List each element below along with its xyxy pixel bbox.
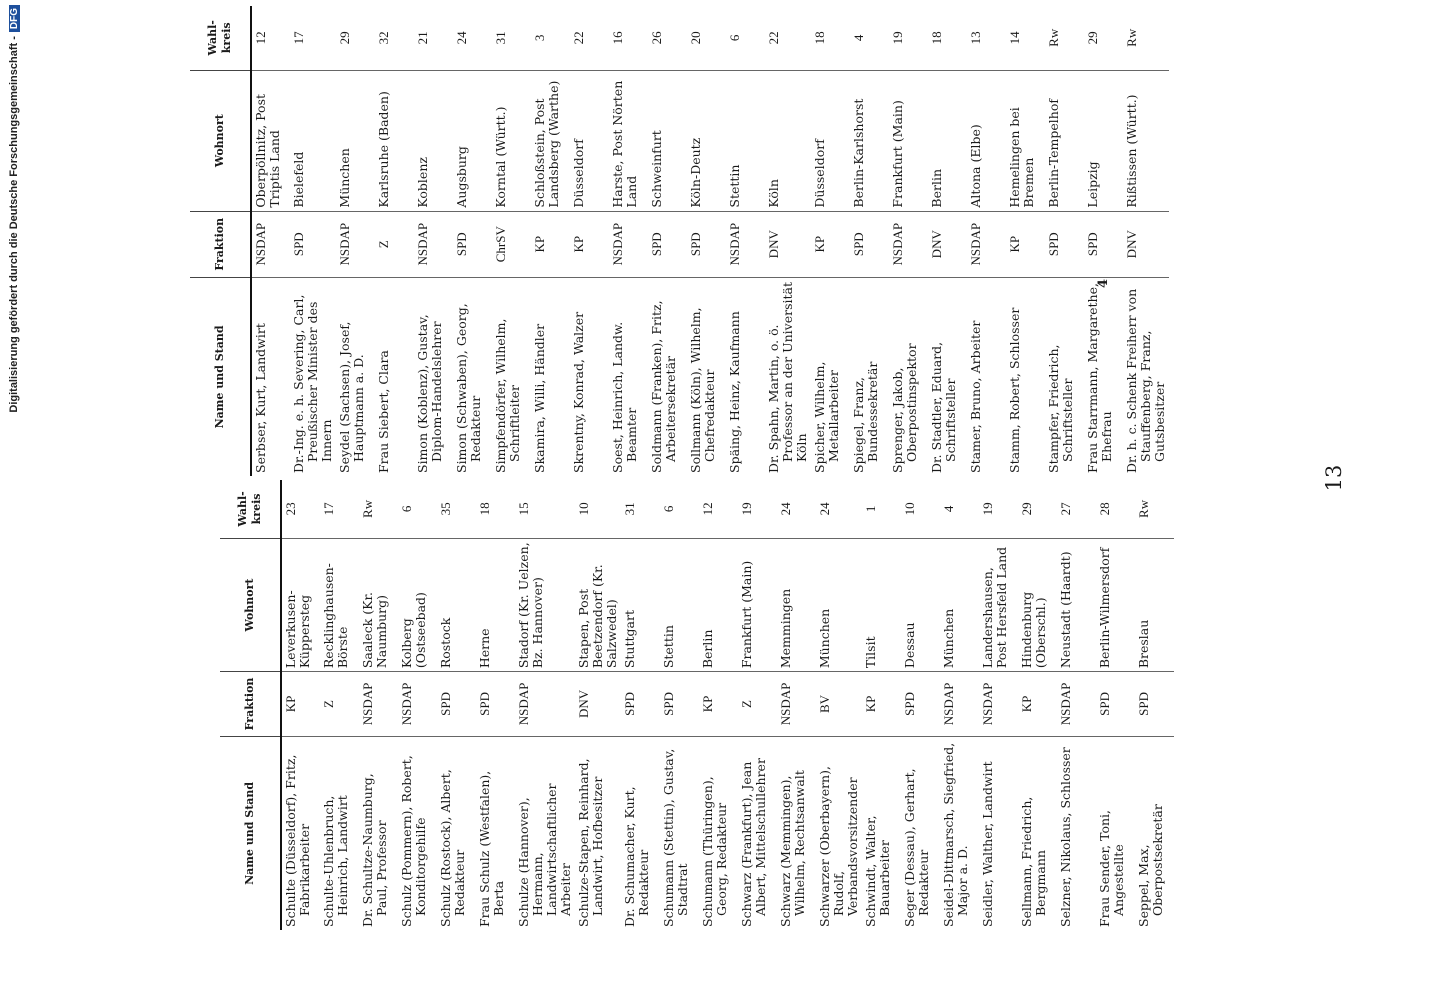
member-name: Stampfer, Friedrich, Schriftsteller [1046, 344, 1075, 473]
header-wohnort: Wohnort [220, 538, 281, 671]
table-row [336, 6, 375, 476]
member-name: Soldmann (Franken), Fritz, Arbeitersekretär [649, 300, 678, 473]
member-name: Sellmann, Friedrich, Bergmann [1019, 796, 1048, 927]
member-name: Dr. Schumacher, Kurt, Redakteur [622, 786, 651, 927]
member-fraktion: NSDAP [515, 672, 575, 737]
table-row [414, 6, 453, 476]
member-name: Seger (Dessau), Gerhart, Redakteur [902, 768, 931, 927]
member-name: Schwarz (Frankfurt), Jean Albert, Mittelschullehrer [739, 758, 768, 927]
member-name: Schumann (Stettin), Gustav, Stadtrat [661, 748, 690, 927]
table-row [575, 480, 621, 930]
members-table-right [190, 6, 1169, 476]
member-wohnort: Berlin-Tempelhof [1045, 70, 1084, 211]
member-name: Schulz (Pommern), Robert, Konditorgehilfe [399, 755, 428, 927]
header-name: Name und Stand [190, 277, 251, 476]
member-name: Selzner, Nikolaus, Schlosser [1058, 747, 1073, 927]
member-wohnort: München [816, 538, 862, 671]
member-fraktion: SPD [437, 672, 476, 737]
member-fraktion: KP [811, 211, 850, 277]
member-fraktion: KP [570, 211, 609, 277]
member-name: Schulze-Stapen, Reinhard, Landwirt, Hofbesitzer [576, 758, 605, 927]
table-row [1123, 6, 1169, 476]
member-wohnort: Tilsit [862, 538, 901, 671]
member-wahlkreis: 31 [492, 6, 531, 70]
member-fraktion: Z [320, 672, 359, 737]
member-wahlkreis: 29 [336, 6, 375, 70]
member-wohnort: Breslau [1135, 538, 1174, 671]
member-name: Späing, Heinz, Kaufmann [727, 311, 742, 473]
member-fraktion: SPD [453, 211, 492, 277]
member-wahlkreis: 17 [290, 6, 336, 70]
member-name: Dr. Stadtler, Eduard, Schriftsteller [929, 341, 958, 473]
member-wohnort: Herne [476, 538, 515, 671]
table-row [476, 480, 515, 930]
member-name: Serbser, Kurt, Landwirt [253, 323, 268, 473]
member-name: Sollmann (Köln), Wilhelm, Chefredakteur [688, 307, 717, 473]
member-name: Seydel (Sachsen), Josef, Hauptmann a. D. [337, 321, 366, 473]
member-wahlkreis: 4 [850, 6, 889, 70]
member-wahlkreis: 12 [251, 6, 290, 70]
member-wohnort: Oberpöllnitz, Post Triptis Land [251, 70, 290, 211]
member-wohnort: München [336, 70, 375, 211]
member-fraktion: DNV [575, 672, 621, 737]
member-wahlkreis: 24 [816, 480, 862, 538]
member-name: Soest, Heinrich, Landw. Beamter [610, 321, 639, 473]
table-row [699, 480, 738, 930]
member-fraktion: SPD [1045, 211, 1084, 277]
member-wahlkreis: 27 [1057, 480, 1096, 538]
member-fraktion: NSDAP [251, 211, 290, 277]
member-fraktion: SPD [687, 211, 726, 277]
table-row [453, 6, 492, 476]
table-row [1084, 6, 1123, 476]
table-row [531, 6, 570, 476]
member-wohnort: Hindenburg (Oberschl.) [1018, 538, 1057, 671]
member-name: Schwindt, Walter, Bauarbeiter [863, 815, 892, 927]
member-wahlkreis: 6 [398, 480, 437, 538]
member-fraktion: NSDAP [967, 211, 1006, 277]
member-fraktion: SPD [901, 672, 940, 737]
table-row [1135, 480, 1174, 930]
table-row [816, 480, 862, 930]
member-name: Skamira, Willi, Händler [532, 323, 547, 473]
table-row [687, 6, 726, 476]
table-row [1096, 480, 1135, 930]
member-name: Dr.-Ing. e. h. Severing, Carl, Preußischer Minister des Innern [291, 294, 334, 473]
member-wahlkreis: Rw [1123, 6, 1169, 70]
table-row [811, 6, 850, 476]
member-wohnort: Stapen, Post Beetzendorf (Kr. Salzwedel) [575, 538, 621, 671]
member-fraktion: NSDAP [889, 211, 928, 277]
member-wahlkreis: 20 [687, 6, 726, 70]
member-fraktion: NSDAP [726, 211, 765, 277]
member-wahlkreis: 22 [570, 6, 609, 70]
member-wahlkreis: 21 [414, 6, 453, 70]
member-wahlkreis: 29 [1018, 480, 1057, 538]
member-name: Schumann (Thüringen), Georg, Redakteur [700, 776, 729, 927]
member-fraktion: NSDAP [359, 672, 398, 737]
table-row [940, 480, 979, 930]
member-wohnort: Leipzig [1084, 70, 1123, 211]
table-row [398, 480, 437, 930]
member-wohnort: Berlin [699, 538, 738, 671]
member-wahlkreis: 3 [531, 6, 570, 70]
member-wohnort: Augsburg [453, 70, 492, 211]
member-fraktion: SPD [1135, 672, 1174, 737]
member-fraktion: NSDAP [979, 672, 1018, 737]
table-row [1006, 6, 1045, 476]
member-wohnort: Schloßstein, Post Landsberg (Warthe) [531, 70, 570, 211]
member-wohnort: München [940, 538, 979, 671]
member-name: Seidel-Dittmarsch, Siegfried, Major a. D. [941, 742, 970, 927]
member-wahlkreis: 19 [889, 6, 928, 70]
member-wahlkreis: 18 [476, 480, 515, 538]
table-row [1018, 480, 1057, 930]
member-fraktion: NSDAP [398, 672, 437, 737]
table-row [570, 6, 609, 476]
member-fraktion: DNV [765, 211, 811, 277]
member-wohnort: Harste, Post Nörten Land [609, 70, 648, 211]
member-wohnort: Landershausen, Post Hersfeld Land [979, 538, 1018, 671]
member-name: Spiegel, Franz, Bundessekretär [851, 361, 880, 473]
table-row [967, 6, 1006, 476]
member-wahlkreis: Rw [1135, 480, 1174, 538]
member-name: Seppel, Max, Oberpostsekretär [1136, 804, 1165, 927]
member-wahlkreis: 12 [699, 480, 738, 538]
member-fraktion: NSDAP [940, 672, 979, 737]
signature-mark: 4 [1096, 278, 1111, 288]
table-row [777, 480, 816, 930]
member-wahlkreis: 16 [609, 6, 648, 70]
member-name: Stamer, Bruno, Arbeiter [968, 320, 983, 473]
member-wahlkreis: 4 [940, 480, 979, 538]
member-wahlkreis: 23 [281, 480, 320, 538]
member-name: Simon (Koblenz), Gustav, Diplom-Handelslehrer [415, 314, 444, 473]
member-wohnort: Köln [765, 70, 811, 211]
member-wohnort: Karlsruhe (Baden) [375, 70, 414, 211]
member-name: Frau Starrmann, Margarethe, Ehefrau [1085, 283, 1114, 473]
member-fraktion: DNV [1123, 211, 1169, 277]
member-wohnort: Düsseldorf [570, 70, 609, 211]
member-wohnort: Berlin-Wilmersdorf [1096, 538, 1135, 671]
table-row [281, 480, 320, 930]
member-name: Simon (Schwaben), Georg, Redakteur [454, 303, 483, 473]
member-fraktion: KP [862, 672, 901, 737]
member-wohnort: Köln-Deutz [687, 70, 726, 211]
member-wahlkreis: 15 [515, 480, 575, 538]
member-wahlkreis: 35 [437, 480, 476, 538]
member-name: Schulte (Düsseldorf), Fritz, Fabrikarbeiter [283, 754, 312, 927]
table-row [609, 6, 648, 476]
member-name: Schwarz (Memmingen), Wilhelm, Rechtsanwalt [778, 770, 807, 927]
header-fraktion: Fraktion [220, 672, 281, 737]
table-row [889, 6, 928, 476]
table-row [515, 480, 575, 930]
dfg-credit: Digitalisierung gefördert durch die Deutsche Forschungsgemeinschaft -DFG [8, 5, 20, 505]
member-wahlkreis: 24 [453, 6, 492, 70]
member-wohnort: Saaleck (Kr. Naumburg) [359, 538, 398, 671]
member-wohnort: Berlin [928, 70, 967, 211]
member-wohnort: Frankfurt (Main) [889, 70, 928, 211]
member-wahlkreis: 6 [726, 6, 765, 70]
member-wohnort: Recklinghausen-Börste [320, 538, 359, 671]
table-row [765, 6, 811, 476]
members-table-left [220, 480, 1174, 930]
member-fraktion: NSDAP [777, 672, 816, 737]
table-row [901, 480, 940, 930]
member-fraktion: Z [738, 672, 777, 737]
table-row [850, 6, 889, 476]
member-wahlkreis: 6 [660, 480, 699, 538]
member-fraktion: KP [531, 211, 570, 277]
member-name: Dr. h. c. Schenk Freiherr von Stauffenberg, Franz, Gutsbesitzer [1124, 288, 1167, 473]
table-row [251, 6, 290, 476]
dfg-logo: DFG [9, 5, 20, 32]
member-wahlkreis: 17 [320, 480, 359, 538]
member-wohnort: Korntal (Württ.) [492, 70, 531, 211]
member-wahlkreis: 29 [1084, 6, 1123, 70]
member-name: Sprenger, Jakob, Oberpostinspektor [890, 343, 919, 473]
member-wahlkreis: 32 [375, 6, 414, 70]
member-wohnort: Memmingen [777, 538, 816, 671]
member-wahlkreis: 24 [777, 480, 816, 538]
member-name: Dr. Spahn, Martin, o. ö. Professor an der Universität Köln [766, 282, 809, 473]
table-row [621, 480, 660, 930]
member-fraktion: NSDAP [336, 211, 375, 277]
page-number: 13 [1322, 464, 1346, 492]
member-name: Schulz (Rostock), Albert, Redakteur [438, 769, 467, 927]
member-name: Frau Siebert, Clara [376, 350, 391, 473]
member-wahlkreis: 22 [765, 6, 811, 70]
member-fraktion: NSDAP [414, 211, 453, 277]
member-wahlkreis: 1 [862, 480, 901, 538]
member-name: Schwarzer (Oberbayern), Rudolf, Verbandsvorsitzender [817, 766, 860, 927]
member-wahlkreis: 18 [928, 6, 967, 70]
member-wahlkreis: 14 [1006, 6, 1045, 70]
table-row [928, 6, 967, 476]
member-wahlkreis: 10 [901, 480, 940, 538]
header-fraktion: Fraktion [190, 211, 251, 277]
header-wahlkreis: Wahl-kreis [190, 6, 251, 70]
table-row [738, 480, 777, 930]
member-fraktion: Z [375, 211, 414, 277]
table-row [979, 480, 1018, 930]
table-row [492, 6, 531, 476]
header-wahlkreis: Wahl-kreis [220, 480, 281, 538]
member-name: Seidler, Walther, Landwirt [980, 761, 995, 927]
table-row [375, 6, 414, 476]
member-name: Schulte-Uhlenbruch, Heinrich, Landwirt [321, 795, 350, 927]
table-row [290, 6, 336, 476]
member-fraktion: KP [699, 672, 738, 737]
member-name: Skrentny, Konrad, Walzer [571, 311, 586, 473]
table-row [1045, 6, 1084, 476]
member-wahlkreis: Rw [1045, 6, 1084, 70]
member-wahlkreis: 13 [967, 6, 1006, 70]
member-fraktion: KP [1018, 672, 1057, 737]
member-wohnort: Dessau [901, 538, 940, 671]
member-wohnort: Berlin-Karlshorst [850, 70, 889, 211]
member-wahlkreis: 18 [811, 6, 850, 70]
member-name: Spicher, Wilhelm, Metallarbeiter [812, 361, 841, 473]
member-fraktion: NSDAP [609, 211, 648, 277]
member-fraktion: NSDAP [1057, 672, 1096, 737]
member-wahlkreis: 19 [979, 480, 1018, 538]
header-name: Name und Stand [220, 736, 281, 930]
member-wohnort: Schweinfurt [648, 70, 687, 211]
member-fraktion: SPD [648, 211, 687, 277]
member-name: Stamm, Robert, Schlosser [1007, 307, 1022, 473]
member-wohnort: Stadorf (Kr. Uelzen, Bz. Hannover) [515, 538, 575, 671]
member-wohnort: Leverkusen-Küppersteg [281, 538, 320, 671]
member-wahlkreis: 19 [738, 480, 777, 538]
member-fraktion: DNV [928, 211, 967, 277]
member-wohnort: Bielefeld [290, 70, 336, 211]
header-wohnort: Wohnort [190, 70, 251, 211]
member-fraktion: SPD [1084, 211, 1123, 277]
member-wahlkreis: 28 [1096, 480, 1135, 538]
table-row [1057, 480, 1096, 930]
member-wahlkreis: 26 [648, 6, 687, 70]
member-fraktion: SPD [290, 211, 336, 277]
member-fraktion: SPD [660, 672, 699, 737]
member-name: Schulze (Hannover), Hermann, Landwirtschaftlicher Arbeiter [516, 783, 573, 927]
member-wohnort: Koblenz [414, 70, 453, 211]
member-fraktion: KP [1006, 211, 1045, 277]
member-fraktion: ChrSV [492, 211, 531, 277]
member-fraktion: SPD [621, 672, 660, 737]
member-fraktion: KP [281, 672, 320, 737]
member-wohnort: Stettin [660, 538, 699, 671]
member-name: Dr. Schultze-Naumburg, Paul, Professor [360, 773, 389, 927]
member-name: Frau Schulz (Westfalen), Berta [477, 770, 506, 927]
member-wohnort: Rißtissen (Württ.) [1123, 70, 1169, 211]
member-name: Frau Sender, Toni, Angestellte [1097, 810, 1126, 927]
table-row [320, 480, 359, 930]
member-wohnort: Hemelingen bei Bremen [1006, 70, 1045, 211]
member-wohnort: Altona (Elbe) [967, 70, 1006, 211]
member-name: Simpfendörfer, Wilhelm, Schriftleiter [493, 318, 522, 473]
table-row [660, 480, 699, 930]
member-fraktion: BV [816, 672, 862, 737]
member-wahlkreis: 31 [621, 480, 660, 538]
member-wahlkreis: 10 [575, 480, 621, 538]
member-wohnort: Frankfurt (Main) [738, 538, 777, 671]
member-wohnort: Stettin [726, 70, 765, 211]
table-row [862, 480, 901, 930]
table-row [437, 480, 476, 930]
member-fraktion: SPD [1096, 672, 1135, 737]
member-fraktion: SPD [850, 211, 889, 277]
member-wohnort: Rostock [437, 538, 476, 671]
member-wohnort: Düsseldorf [811, 70, 850, 211]
table-row [648, 6, 687, 476]
member-wahlkreis: Rw [359, 480, 398, 538]
table-row [726, 6, 765, 476]
table-row [359, 480, 398, 930]
member-fraktion: SPD [476, 672, 515, 737]
member-wohnort: Stuttgart [621, 538, 660, 671]
member-wohnort: Neustadt (Haardt) [1057, 538, 1096, 671]
member-wohnort: Kolberg (Ostseebad) [398, 538, 437, 671]
